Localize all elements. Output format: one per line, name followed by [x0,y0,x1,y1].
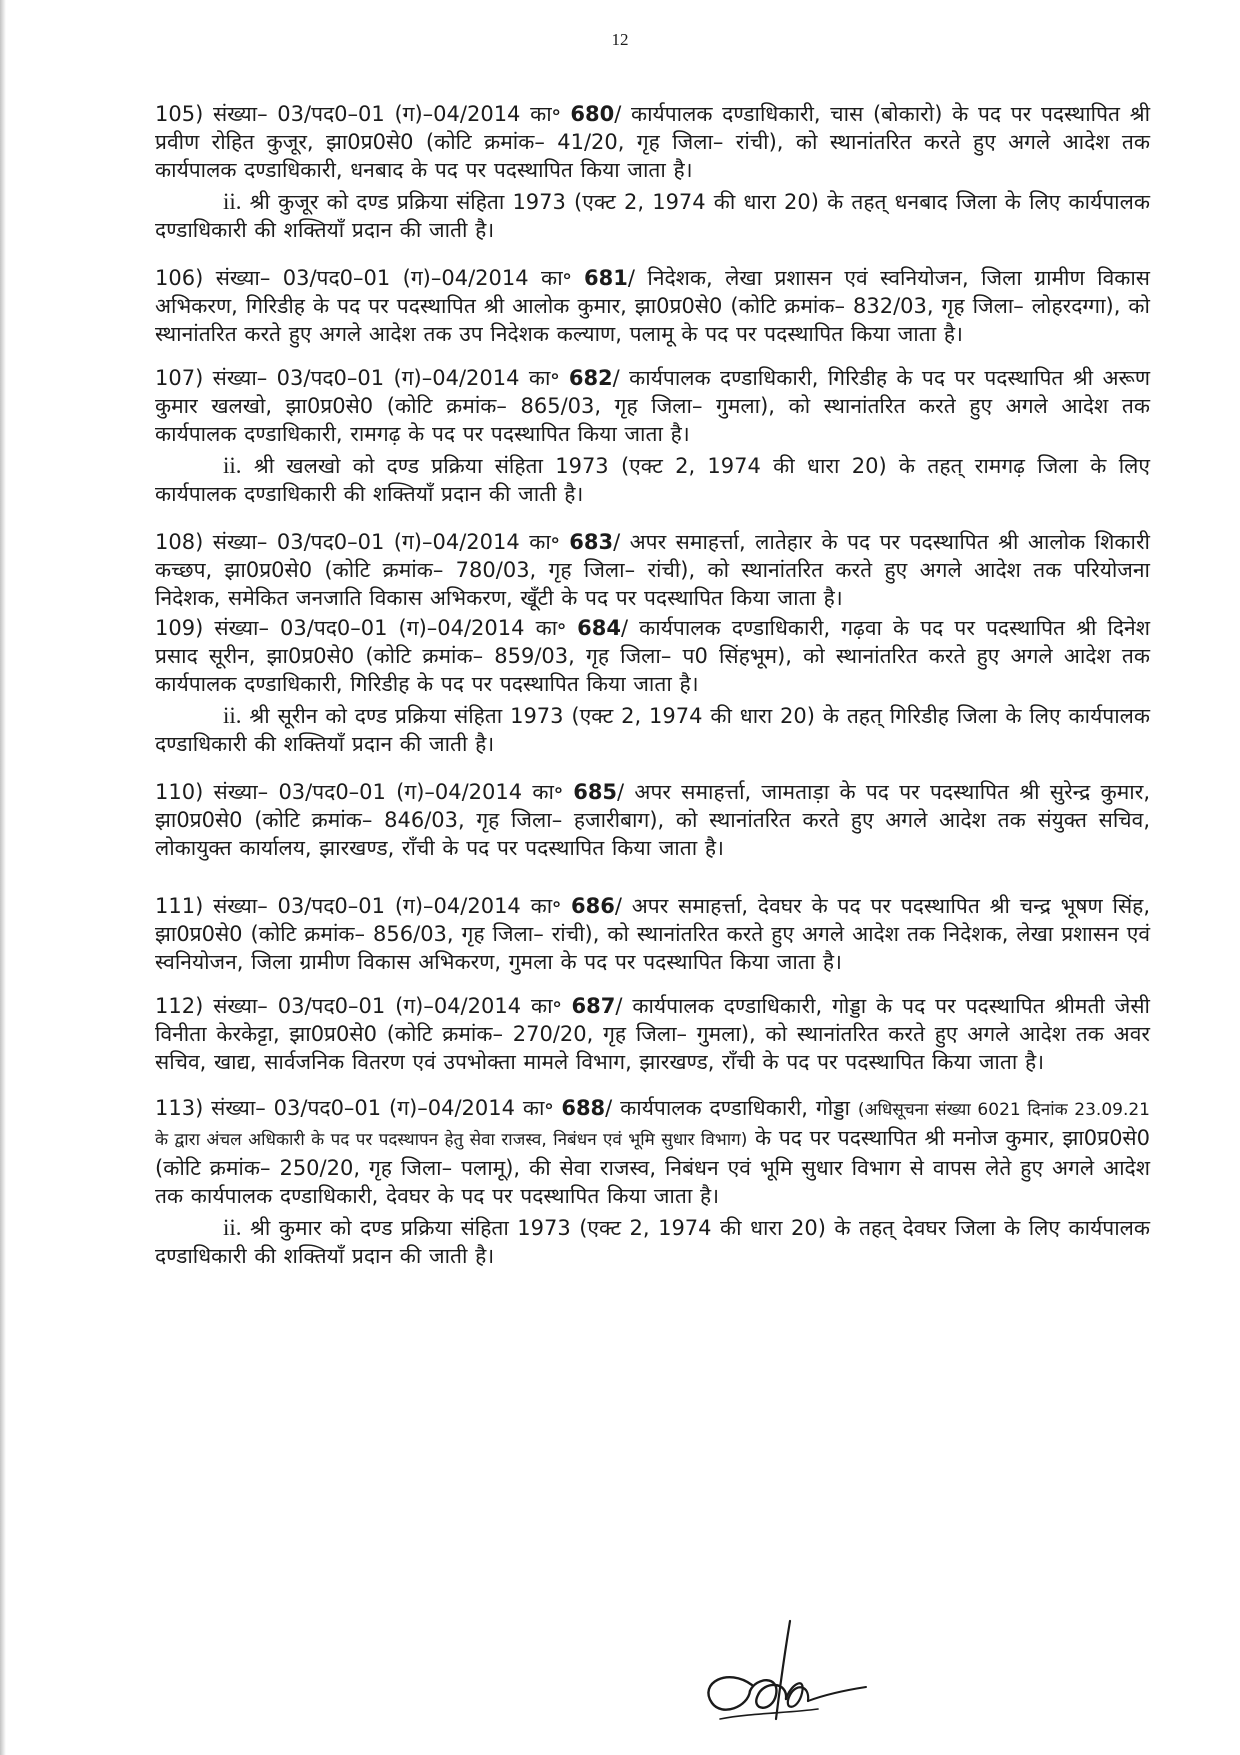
entry-paragraph [155,778,1150,862]
entry-111 [155,892,1150,976]
entry-ref-number: 688 [561,1096,606,1120]
entry-paragraph [155,1094,1150,1210]
sub-clause-text: श्री कुजूर को दण्ड प्रक्रिया संहिता 1973 (एक्ट 2, 1974 की धारा 20) के तहत् धनबाद जिला के लिए कार्यपालक दण्डाधिकारी की शक्तियाँ प्रदान की जाती है। [155,190,1150,242]
entry-body: / निदेशक, लेखा प्रशासन एवं स्वनियोजन, जिला ग्रामीण विकास अभिकरण, गिरिडीह के पद पर पदस्थापित श्री आलोक कुमार, झा0प्र0से0 (कोटि क्रमांक– 832/03, गृह जिला– लोहरदग्गा), को स्थानांतरित करते हुए अगले आदेश तक उप निदेशक कल्याण, पलामू के पद पर पदस्थापित किया जाता है। [155,266,1151,346]
entry-body: / कार्यपालक दण्डाधिकारी, गिरिडीह के पद पर पदस्थापित श्री अरूण कुमार खलखो, झा0प्र0से0 (कोटि क्रमांक– 865/03, गृह जिला– गुमला), को स्थानांतरित करते हुए अगले आदेश तक कार्यपालक दण्डाधिकारी, रामगढ़ के पद पर पदस्थापित किया जाता है। [155,366,1150,446]
entry-body: / कार्यपालक दण्डाधिकारी, गोड्डा [605,1096,858,1120]
handwritten-signature [690,1615,870,1725]
entry-paragraph [155,528,1150,612]
entry-paragraph [155,614,1150,698]
entry-110 [155,778,1150,862]
entries-list [155,100,1150,1270]
sub-clause-numeral: ii. [223,453,242,478]
entry-body: / अपर समाहर्त्ता, लातेहार के पद पर पदस्थापित श्री आलोक शिकारी कच्छप, झा0प्र0से0 (कोटि क्रमांक– 780/03, गृह जिला– रांची), को स्थानांतरित करते हुए अगले आदेश तक परियोजना निदेशक, समेकित जनजाति विकास अभिकरण, खूँटी के पद पर पदस्थापित किया जाता है। [155,530,1150,610]
entry-ref-number: 683 [569,530,614,554]
entry-body: / कार्यपालक दण्डाधिकारी, चास (बोकारो) के पद पर पदस्थापित श्री प्रवीण रोहित कुजूर, झा0प्र0से0 (कोटि क्रमांक– 41/20, गृह जिला– रांची), को स्थानांतरित करते हुए अगले आदेश तक कार्यपालक दण्डाधिकारी, धनबाद के पद पर पदस्थापित किया जाता है। [155,102,1151,182]
entry-107 [155,364,1150,508]
entry-sub-clause [155,188,1150,244]
entry-body: / अपर समाहर्त्ता, देवघर के पद पर पदस्थापित श्री चन्द्र भूषण सिंह, झा0प्र0से0 (कोटि क्रमांक– 856/03, गृह जिला– रांची), को स्थानांतरित करते हुए अगले आदेश तक निदेशक, लेखा प्रशासन एवं स्वनियोजन, जिला ग्रामीण विकास अभिकरण, गुमला के पद पर पदस्थापित किया जाता है। [155,894,1150,974]
entry-ref-number: 681 [584,266,628,290]
entry-prefix: 111) संख्या– 03/पद0–01 (ग)–04/2014 का॰ [155,894,571,918]
entry-ref-number: 686 [570,894,615,918]
entry-ref-number: 680 [570,102,615,126]
entry-prefix: 108) संख्या– 03/पद0–01 (ग)–04/2014 का॰ [155,530,570,554]
entry-prefix: 107) संख्या– 03/पद0–01 (ग)–04/2014 का॰ [155,366,569,390]
entry-prefix: 112) संख्या– 03/पद0–01 (ग)–04/2014 का॰ [155,994,572,1018]
entry-105 [155,100,1150,244]
entry-paragraph [155,100,1150,184]
scan-edge-shadow [0,0,6,1755]
entry-106 [155,264,1150,348]
entry-112 [155,992,1150,1076]
sub-clause-text: श्री कुमार को दण्ड प्रक्रिया संहिता 1973 (एक्ट 2, 1974 की धारा 20) के तहत् देवघर जिला के लिए कार्यपालक दण्डाधिकारी की शक्तियाँ प्रदान की जाती है। [155,1216,1150,1268]
entry-sub-clause [155,452,1150,508]
entry-prefix: 113) संख्या– 03/पद0–01 (ग)–04/2014 का॰ [155,1096,562,1120]
entry-ref-number: 684 [577,616,622,640]
sub-clause-numeral: ii. [223,189,242,214]
entry-body: / अपर समाहर्त्ता, जामताड़ा के पद पर पदस्थापित श्री सुरेन्द्र कुमार, झा0प्र0से0 (कोटि क्रमांक– 846/03, गृह जिला– हजारीबाग), को स्थानांतरित करते हुए अगले आदेश तक संयुक्त सचिव, लोकायुक्त कार्यालय, झारखण्ड, राँची के पद पर पदस्थापित किया जाता है। [155,780,1150,860]
page-number: 12 [611,30,629,49]
entry-ref-number: 687 [571,994,616,1018]
entry-109 [155,614,1150,758]
entry-body: / कार्यपालक दण्डाधिकारी, गोड्डा के पद पर पदस्थापित श्रीमती जेसी विनीता केरकेट्टा, झा0प्र0से0 (कोटि क्रमांक– 270/20, गृह जिला– गुमला), को स्थानांतरित करते हुए अगले आदेश तक अवर सचिव, खाद्य, सार्वजनिक वितरण एवं उपभोक्ता मामले विभाग, झारखण्ड, राँची के पद पर पदस्थापित किया जाता है। [155,994,1150,1074]
entry-paragraph [155,264,1150,348]
entry-body: / कार्यपालक दण्डाधिकारी, गढ़वा के पद पर पदस्थापित श्री दिनेश प्रसाद सूरीन, झा0प्र0से0 (कोटि क्रमांक– 859/03, गृह जिला– प0 सिंहभूम), को स्थानांतरित करते हुए अगले आदेश तक कार्यपालक दण्डाधिकारी, गिरिडीह के पद पर पदस्थापित किया जाता है। [155,616,1150,696]
entry-113 [155,1094,1150,1270]
entry-body-continued: के पद पर पदस्थापित श्री मनोज कुमार, झा0प्र0से0 (कोटि क्रमांक– 250/20, गृह जिला– पलामू), की सेवा राजस्व, निबंधन एवं भूमि सुधार विभाग से वापस लेते हुए अगले आदेश तक कार्यपालक दण्डाधिकारी, देवघर के पद पर पदस्थापित किया जाता है। [155,1126,1150,1208]
entry-prefix: 110) संख्या– 03/पद0–01 (ग)–04/2014 का॰ [155,780,574,804]
entry-notification-note: (अधिसूचना संख्या 6021 दिनांक 23.09.21 के द्वारा अंचल अधिकारी के पद पर पदस्थापन हेतु सेवा राजस्व, निबंधन एवं भूमि सुधार विभाग) [155,1100,1150,1150]
sub-clause-numeral: ii. [223,703,242,728]
entry-108 [155,528,1150,612]
entry-paragraph [155,364,1150,448]
entry-prefix: 106) संख्या– 03/पद0–01 (ग)–04/2014 का॰ [155,266,585,290]
entry-paragraph [155,992,1150,1076]
entry-sub-clause [155,702,1150,758]
sub-clause-numeral: ii. [223,1215,242,1240]
entry-ref-number: 682 [568,366,613,390]
sub-clause-text: श्री सूरीन को दण्ड प्रक्रिया संहिता 1973 (एक्ट 2, 1974 की धारा 20) के तहत् गिरिडीह जिला के लिए कार्यपालक दण्डाधिकारी की शक्तियाँ प्रदान की जाती है। [155,704,1150,756]
entry-paragraph [155,892,1150,976]
entry-ref-number: 685 [573,780,618,804]
entry-prefix: 105) संख्या– 03/पद0–01 (ग)–04/2014 का॰ [155,102,571,126]
entry-sub-clause [155,1214,1150,1270]
entry-prefix: 109) संख्या– 03/पद0–01 (ग)–04/2014 का॰ [155,616,578,640]
sub-clause-text: श्री खलखो को दण्ड प्रक्रिया संहिता 1973 (एक्ट 2, 1974 की धारा 20) के तहत् रामगढ़ जिला के लिए कार्यपालक दण्डाधिकारी की शक्तियाँ प्रदान की जाती है। [155,454,1150,506]
